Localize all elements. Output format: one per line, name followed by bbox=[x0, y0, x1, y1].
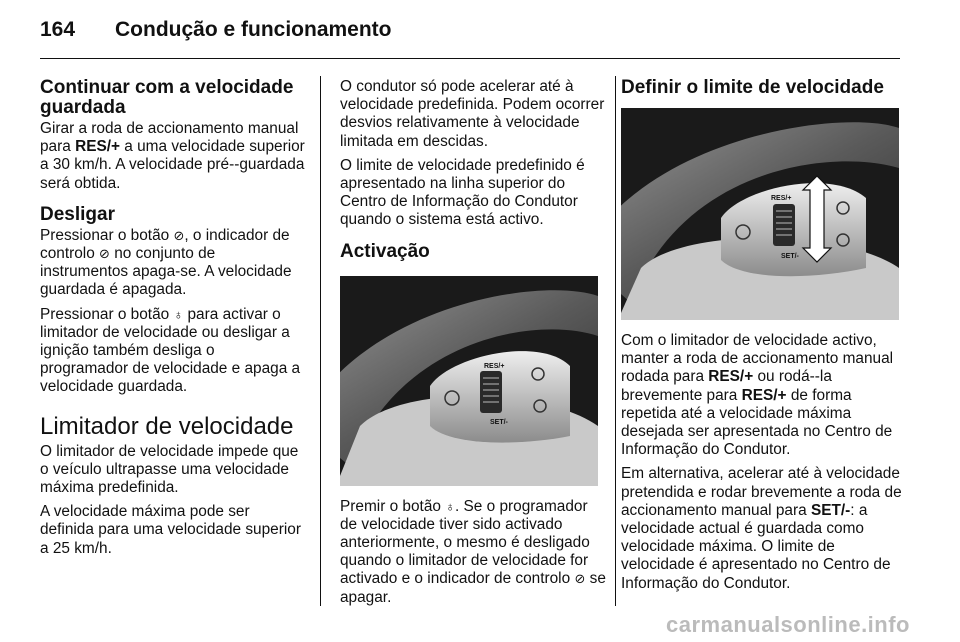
bold-term: RES/+ bbox=[75, 138, 121, 156]
steering-wheel-figure bbox=[340, 276, 598, 486]
column-1 bbox=[40, 78, 306, 564]
bold-term: RES/+ bbox=[741, 386, 787, 404]
cruise-control-icon: ⊘ bbox=[99, 246, 110, 262]
res-label: RES/+ bbox=[484, 362, 505, 370]
paragraph: Com o limitador de velocidade activo, manter a roda de accionamento manual rodada para RES/+ ou rodá-‑la brevemente para RES/+ de forma repetida até a velocidade máxima desejada ser apresentada no Centro de Informação do Condutor. bbox=[621, 332, 894, 459]
paragraph: Premir o botão ♁. Se o programador de velocidade tiver sido activado anteriormente, o mesmo é desligado quando o limitador de velocidade for activado e o indicador de controlo ⊘ se apagar. bbox=[340, 497, 606, 606]
section-heading-set-limit: Definir o limite de velocidade bbox=[621, 77, 884, 98]
page-header bbox=[40, 18, 392, 42]
bold-term: SET/- bbox=[810, 501, 851, 519]
section-heading-limiter: Limitador de velocidade bbox=[40, 412, 294, 440]
paragraph: Em alternativa, acelerar até à velocidade pretendida e rodar brevemente a roda de accionamento manual para SET/-: a velocidade actual é guardada como velocidade máxima. O limite de velocidade é apresentado no Centro de Informação do Condutor. bbox=[621, 465, 902, 592]
paragraph: Girar a roda de accionamento manual para RES/+ a uma velocidade superior a 30 km/h. A velocidade pré-‑guardada será obtida. bbox=[40, 120, 305, 192]
cruise-off-icon: ⊘ bbox=[173, 227, 185, 243]
steering-wheel-figure-arrow bbox=[621, 108, 899, 320]
res-label: RES/+ bbox=[771, 195, 792, 202]
paragraph: O limitador de velocidade impede que o veículo ultrapasse uma velocidade máxima predefinida. bbox=[40, 442, 299, 497]
section-heading-activation: Activação bbox=[340, 240, 430, 262]
watermark: carmanualsonline.info bbox=[666, 612, 910, 637]
column-3 bbox=[621, 78, 903, 599]
bold-term: RES/+ bbox=[708, 368, 754, 386]
paragraph: O condutor só pode acelerar até à velocidade predefinida. Podem ocorrer desvios relativamente à velocidade limitada em descidas. bbox=[340, 78, 605, 150]
page-number: 164 bbox=[40, 18, 76, 41]
column-2 bbox=[340, 78, 606, 613]
paragraph: Pressionar o botão ⊘, o indicador de controlo ⊘ no conjunto de instrumentos apaga-se. A velocidade guardada é apagada. bbox=[40, 226, 292, 299]
column-divider-1 bbox=[320, 76, 321, 606]
paragraph: A velocidade máxima pode ser definida para uma velocidade superior a 25 km/h. bbox=[40, 503, 301, 557]
speed-limiter-icon: ♁ bbox=[445, 498, 455, 514]
set-label: SET/- bbox=[781, 253, 799, 260]
section-heading-off: Desligar bbox=[40, 203, 115, 225]
column-divider-2 bbox=[615, 76, 616, 606]
speed-limiter-icon: ♁ bbox=[173, 306, 184, 322]
chapter-title: Condução e funcionamento bbox=[115, 18, 392, 41]
set-label: SET/- bbox=[490, 418, 508, 426]
paragraph: O limite de velocidade predefinido é apresentado na linha superior do Centro de Informação do Condutor quando o sistema está activo. bbox=[340, 156, 585, 229]
header-divider bbox=[40, 58, 900, 59]
paragraph: Pressionar o botão ♁ para activar o limitador de velocidade ou desligar a ignição também desliga o programador de velocidade e apaga a velocidade guardada. bbox=[40, 305, 301, 396]
section-heading-resume: Continuar com a velocidade guardada bbox=[40, 77, 294, 118]
cruise-control-icon: ⊘ bbox=[574, 571, 586, 587]
